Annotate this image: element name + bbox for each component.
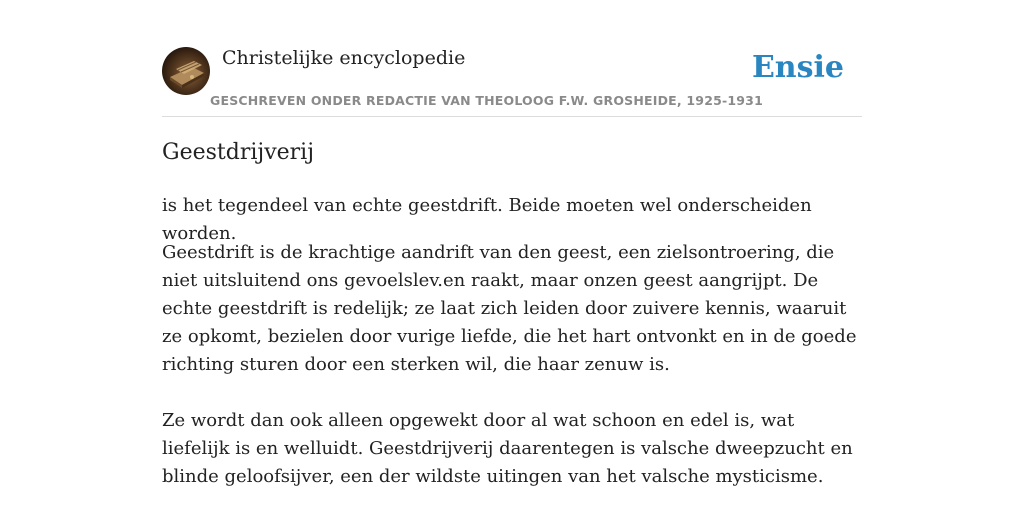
entry-paragraph: Geestdrift is de krachtige aandrift van den geest, een zielsontroering, die niet uitsluitend ons gevoelslev.en raakt, maar onzen geest aangrijpt. De echte geestdrift is redelijk; ze laat zich leiden door zuivere kennis, waaruit ze opkomt, bezielen door vurige liefde, die het hart ontvonkt en in de goede richting sturen door een sterken wil, die haar zenuw is. bbox=[162, 242, 857, 375]
entry-title: Geestdrijverij bbox=[162, 140, 315, 165]
entry-paragraph: is het tegendeel van echte geestdrift. Beide moeten wel onderscheiden worden. bbox=[162, 195, 812, 244]
site-header bbox=[162, 46, 862, 117]
site-subtitle: GESCHREVEN ONDER REDACTIE VAN THEOLOOG F.W. GROSHEIDE, 1925-1931 bbox=[210, 93, 763, 108]
ensie-logo-link[interactable]: Ensie bbox=[751, 50, 844, 85]
book-photo-icon[interactable] bbox=[162, 47, 210, 95]
entry-paragraph: Ze wordt dan ook alleen opgewekt door al wat schoon en edel is, wat liefelijk is en welluidt. Geestdrijverij daarentegen is valsche dweepzucht en blinde geloofsijver, een der wildste uitingen van het valsche mysticisme. bbox=[162, 410, 853, 487]
site-title[interactable]: Christelijke encyclopedie bbox=[222, 47, 466, 69]
